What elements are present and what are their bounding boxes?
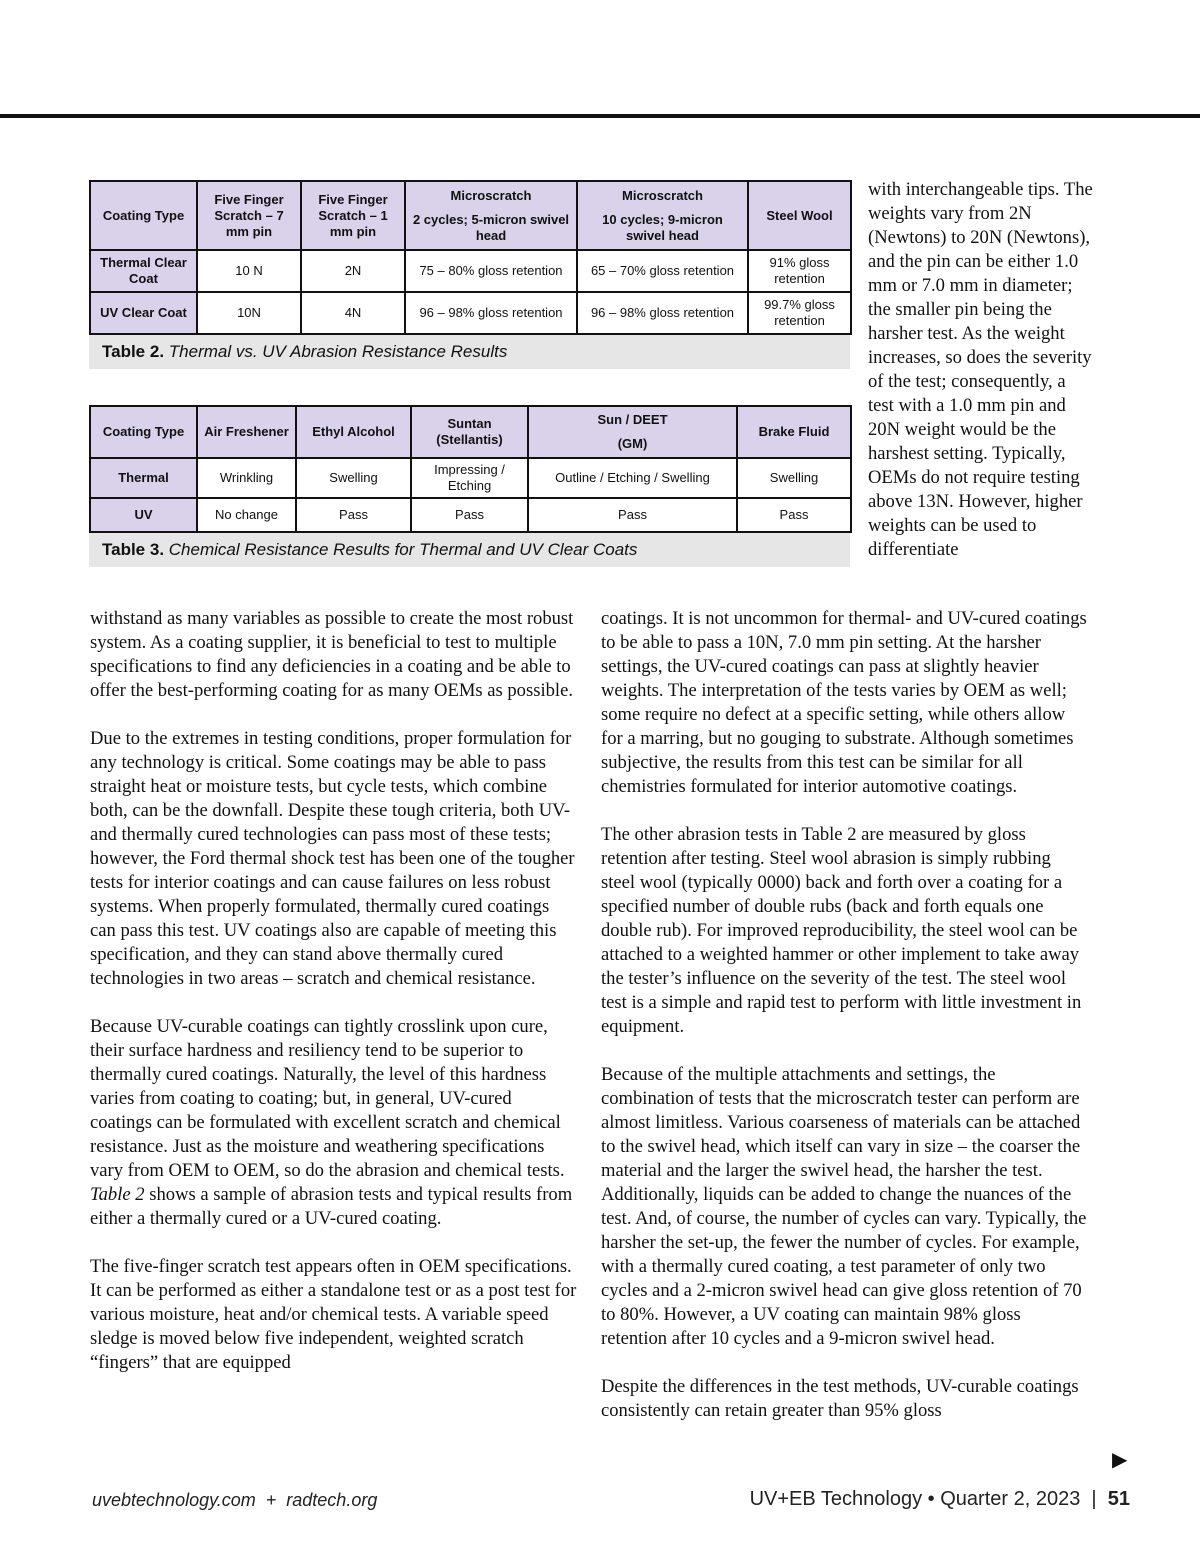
text-run: shows a sample of abrasion tests and typical results from either a thermally cured or a UV-cured coating. (90, 1184, 573, 1229)
table-cell: 10 N (197, 250, 301, 292)
table-2-block (89, 180, 850, 369)
table-cell: 75 – 80% gloss retention (405, 250, 577, 292)
footer-publication (750, 1488, 1130, 1511)
table-3 (89, 405, 852, 533)
table-header: Five Finger Scratch – 7 mm pin (197, 181, 301, 250)
right-column-text (868, 178, 1093, 586)
caption-text: Chemical Resistance Results for Thermal and UV Clear Coats (168, 540, 638, 559)
table-cell: Swelling (737, 458, 851, 498)
table-cell: 96 – 98% gloss retention (577, 292, 748, 334)
table-cell: Wrinkling (197, 458, 296, 498)
table-row (90, 498, 851, 532)
footer-websites: uvebtechnology.com + radtech.org (92, 1490, 378, 1510)
table-cell: 99.7% gloss retention (748, 292, 851, 334)
table-cell: 4N (301, 292, 405, 334)
table-reference: Table 2 (90, 1184, 145, 1205)
caption-label: Table 2. (102, 342, 165, 361)
table-cell: 91% gloss retention (748, 250, 851, 292)
paragraph: Despite the differences in the test methods, UV-curable coatings consistently can retain greater than 95% gloss (601, 1376, 1079, 1421)
table-3-block (89, 405, 850, 567)
table-3-header-row (90, 406, 851, 458)
table-cell: Impressing / Etching (411, 458, 528, 498)
table-header (577, 181, 748, 250)
table-cell: Swelling (296, 458, 411, 498)
paragraph: The five-finger scratch test appears often in OEM specifications. It can be performed as either a standalone test or as a post test for various moisture, heat and/or chemical tests. A variable speed sledge is moved below five independent, weighted scratch “fingers” that are equipped (90, 1256, 577, 1373)
table-row (90, 458, 851, 498)
table-cell: 2N (301, 250, 405, 292)
paragraph: with interchangeable tips. The weights vary from 2N (Newtons) to 20N (Newtons), and the pin can be either 1.0 mm or 7.0 mm in diameter; the smaller pin being the harsher test. As the weight increases, so does the severity of the test; consequently, a test with a 1.0 mm pin and 20N weight would be the harshest setting. Typically, OEMs do not require testing above 13N. However, higher weights can be used to differentiate (868, 179, 1093, 560)
paragraph: withstand as many variables as possible to create the most robust system. As a coating supplier, it is beneficial to test to multiple specifications to find any deficiencies in a coating and be able to offer the best-performing coating for as many OEMs as possible. (90, 608, 574, 701)
paragraph: coatings. It is not uncommon for thermal- and UV-cured coatings to be able to pass a 10N, 7.0 mm pin setting. At the harsher settings, the UV-cured coatings can pass at slightly heavier weights. The interpretation of the tests varies by OEM as well; some require no defect at a specific setting, while others allow for a marring, but no gouging to substrate. Although sometimes subjective, the results from this test can be similar for all chemistries formulated for interior automotive coatings. (601, 608, 1087, 797)
table-2 (89, 180, 852, 335)
table-cell: No change (197, 498, 296, 532)
continue-arrow-icon: ▶ (1112, 1447, 1128, 1471)
table-header (528, 406, 737, 458)
table-header: Steel Wool (748, 181, 851, 250)
header-main: Microscratch (450, 187, 532, 203)
table-cell: Pass (411, 498, 528, 532)
table-row-header: Thermal (90, 458, 197, 498)
page-number: 51 (1107, 1488, 1130, 1510)
top-rule (0, 114, 1200, 118)
table-row-header: UV Clear Coat (90, 292, 197, 334)
table-header: Coating Type (90, 181, 197, 250)
table-header: Brake Fluid (737, 406, 851, 458)
table-header: Suntan (Stellantis) (411, 406, 528, 458)
header-main: Microscratch (622, 187, 703, 203)
paragraph: Due to the extremes in testing conditions, proper formulation for any technology is critical. Some coatings may be able to pass straight heat or moisture tests, but cycle tests, which combine both, can be the downfall. Despite these tough criteria, both UV- and thermally cured technologies can pass most of these tests; however, the Ford thermal shock test has been one of the tougher tests for interior coatings and can cause failures on less robust systems. When properly formulated, thermally cured coatings can pass this test. UV coatings also are capable of meeting this specification, and they can stand above thermally cured technologies in two areas – scratch and chemical resistance. (90, 728, 575, 989)
table-header: Air Freshener (197, 406, 296, 458)
table-cell: Pass (296, 498, 411, 532)
column-1 (90, 607, 578, 1399)
header-sub: 10 cycles; 9-micron swivel head (602, 211, 723, 243)
table-row (90, 292, 851, 334)
table-header: Ethyl Alcohol (296, 406, 411, 458)
caption-label: Table 3. (102, 540, 165, 559)
paragraph (90, 1015, 578, 1231)
column-2 (601, 607, 1089, 1447)
paragraph: The other abrasion tests in Table 2 are measured by gloss retention after testing. Steel wool abrasion is simply rubbing steel wool (typically 0000) back and forth over a coating for a specified number of double rubs (back and forth equals one double rub). For improved reproducibility, the steel wool can be attached to a weighted hammer or other implement to take away the tester’s influence on the severity of the test. The steel wool test is a simple and rapid test to perform with little investment in equipment. (601, 824, 1082, 1037)
table-header: Five Finger Scratch – 1 mm pin (301, 181, 405, 250)
table-row (90, 250, 851, 292)
header-sub: (GM) (617, 436, 648, 451)
text-run: Because UV-curable coatings can tightly crosslink upon cure, their surface hardness and resiliency tend to be superior to thermally cured coatings. Naturally, the level of this hardness varies from coating to coating; but, in general, UV-cured coatings can be formulated with excellent scratch and chemical resistance. Just as the moisture and weathering specifications vary from OEM to OEM, so do the abrasion and chemical tests. (90, 1016, 565, 1181)
table-3-caption (89, 533, 850, 567)
table-header (405, 181, 577, 250)
table-header: Coating Type (90, 406, 197, 458)
table-2-header-row (90, 181, 851, 250)
table-row-header: UV (90, 498, 197, 532)
table-cell: 96 – 98% gloss retention (405, 292, 577, 334)
table-row-header: Thermal Clear Coat (90, 250, 197, 292)
table-cell: 65 – 70% gloss retention (577, 250, 748, 292)
header-main: Sun / DEET (597, 412, 668, 427)
table-cell: Pass (737, 498, 851, 532)
paragraph: Because of the multiple attachments and settings, the combination of tests that the microscratch tester can perform are almost limitless. Various coarseness of materials can be attached to the swivel head, which itself can vary in size – the coarser the material and the larger the swivel head, the harsher the test. Additionally, liquids can be added to change the nuances of the test. And, of course, the number of cycles can vary. Typically, the harsher the set-up, the fewer the number of cycles. For example, with a thermally cured coating, a test parameter of only two cycles and a 2-micron swivel head can give gloss retention of 70 to 80%. However, a UV coating can maintain 98% gloss retention after 10 cycles and a 9-micron swivel head. (601, 1064, 1087, 1349)
table-2-caption (89, 335, 850, 369)
header-sub: 2 cycles; 5-micron swivel head (412, 211, 570, 243)
footer-issue: UV+EB Technology • Quarter 2, 2023 | (749, 1488, 1108, 1510)
caption-text: Thermal vs. UV Abrasion Resistance Results (168, 342, 508, 361)
table-cell: 10N (197, 292, 301, 334)
table-cell: Pass (528, 498, 737, 532)
table-cell: Outline / Etching / Swelling (528, 458, 737, 498)
